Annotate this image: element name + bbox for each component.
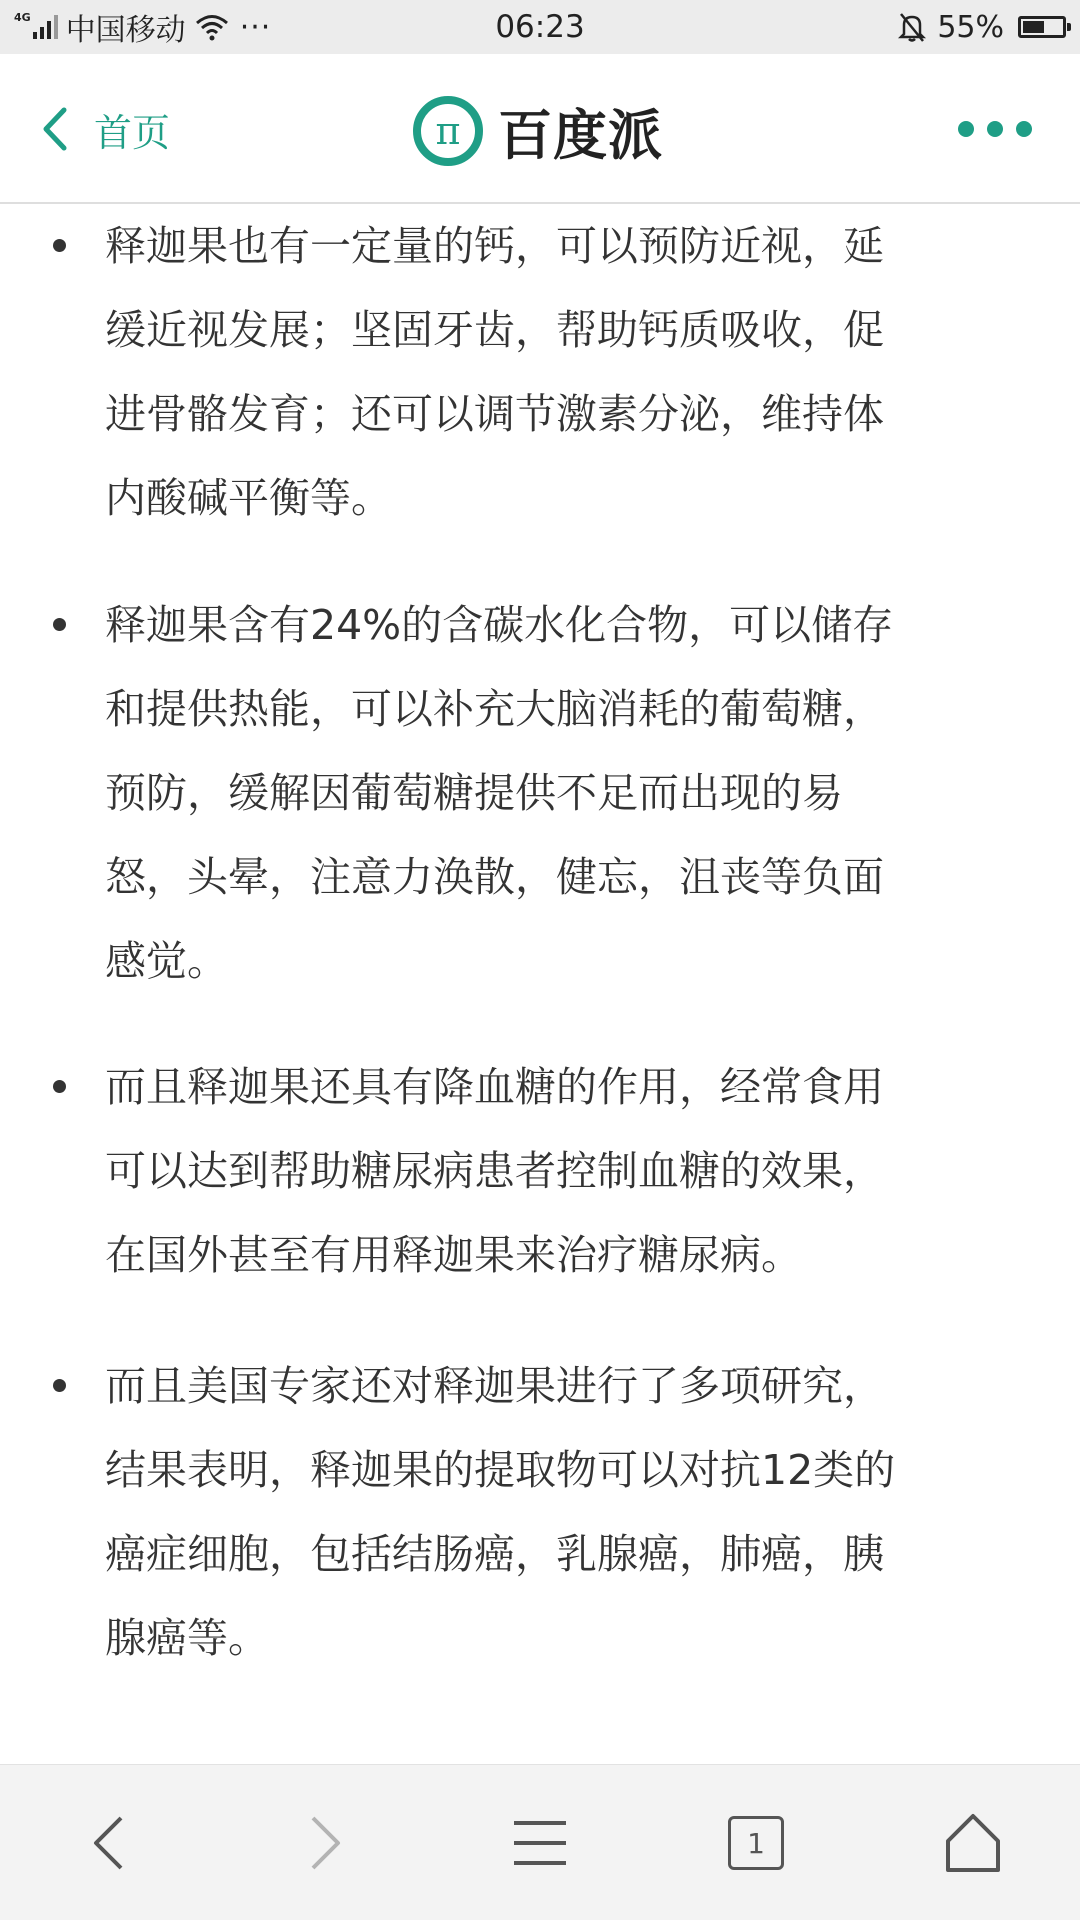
status-more-dots: ···	[239, 9, 272, 45]
back-icon	[91, 1815, 125, 1871]
more-dot-icon	[987, 121, 1003, 137]
status-bar	[0, 0, 1080, 54]
menu-icon	[512, 1819, 568, 1867]
list-item-text: 释迦果含有24%的含碳水化合物，可以储存 和提供热能，可以补充大脑消耗的葡萄糖， 预防，缓解因葡萄糖提供不足而出现的易 怒，头晕，注意力涣散，健忘，沮丧等负面 感觉。	[105, 601, 894, 985]
more-dot-icon	[1016, 121, 1032, 137]
baidupai-logo	[412, 95, 663, 167]
home-button[interactable]	[918, 1765, 1028, 1921]
svg-text:π: π	[435, 109, 461, 153]
list-item-text: 而且美国专家还对释迦果进行了多项研究， 结果表明，释迦果的提取物可以对抗12类的 癌症细胞，包括结肠癌，乳腺癌，肺癌，胰 腺癌等。	[105, 1362, 896, 1662]
battery-fill	[1023, 21, 1044, 33]
chevron-left-icon	[42, 107, 68, 151]
bullet-icon	[53, 239, 66, 252]
app-header	[0, 54, 1080, 204]
bell-muted-icon	[897, 11, 927, 43]
bullet-icon	[53, 618, 66, 631]
battery-percent: 55%	[937, 9, 1004, 45]
menu-button[interactable]	[485, 1765, 595, 1921]
status-right	[897, 0, 1066, 54]
home-icon	[945, 1813, 1001, 1873]
more-dot-icon	[958, 121, 974, 137]
forward-icon	[309, 1815, 343, 1871]
pi-logo-icon	[412, 95, 484, 167]
logo-text: 百度派	[498, 103, 663, 167]
forward-button[interactable]	[271, 1765, 381, 1921]
back-label: 首页	[94, 110, 171, 155]
network-type: 4G	[14, 10, 31, 24]
more-options-button[interactable]	[958, 54, 1032, 204]
list-item-text: 而且释迦果还具有降血糖的作用，经常食用 可以达到帮助糖尿病患者控制血糖的效果， 在国外甚至有用释迦果来治疗糖尿病。	[105, 1063, 884, 1279]
bullet-icon	[53, 1080, 66, 1093]
status-time: 06:23	[495, 9, 585, 45]
tabs-icon: 1	[728, 1816, 784, 1870]
carrier-name: 中国移动	[65, 13, 186, 48]
tabs-button[interactable]	[701, 1765, 811, 1921]
battery-icon	[1018, 16, 1066, 38]
browser-toolbar	[0, 1764, 1080, 1920]
home-back-link[interactable]	[42, 54, 170, 204]
back-button[interactable]	[53, 1765, 163, 1921]
bullet-icon	[53, 1379, 66, 1392]
list-item-text: 释迦果也有一定量的钙，可以预防近视，延 缓近视发展；坚固牙齿，帮助钙质吸收，促 进骨骼发育；还可以调节激素分泌，维持体 内酸碱平衡等。	[105, 222, 884, 522]
article-content	[0, 204, 1080, 1764]
